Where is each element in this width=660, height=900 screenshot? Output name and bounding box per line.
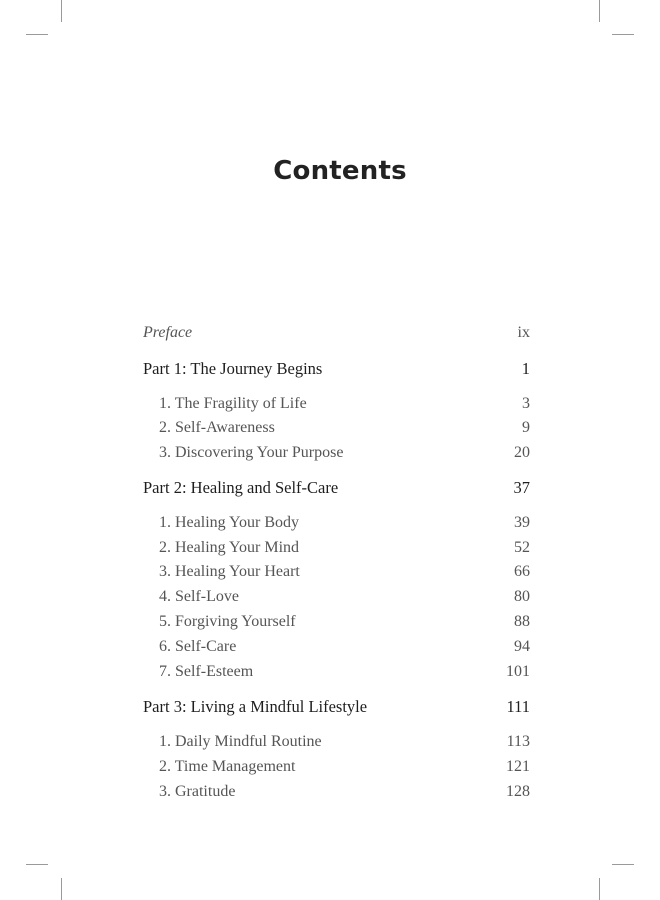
crop-mark-top-right-vertical	[599, 0, 600, 22]
toc-chapter-page: 128	[506, 782, 530, 800]
toc-chapter-page: 101	[506, 662, 530, 680]
toc-chapter-page: 113	[506, 733, 530, 751]
toc-chapter-entry	[143, 392, 530, 417]
toc-chapter-page: 20	[514, 444, 530, 462]
page-title: Contents	[273, 156, 407, 186]
toc-chapter-page: 9	[522, 419, 530, 437]
toc-entry-label: Preface	[143, 324, 193, 341]
toc-chapter-page: 39	[514, 513, 530, 531]
toc-chapter-label: 3. Discovering Your Purpose	[159, 444, 344, 462]
toc-chapter-page: 66	[514, 563, 530, 581]
toc-chapter-entry	[143, 755, 530, 780]
toc-chapter-entry	[143, 610, 530, 635]
toc-chapter-page: 121	[506, 757, 530, 775]
toc-part-1-entry	[143, 357, 530, 382]
toc-part-3-entry	[143, 695, 530, 720]
crop-mark-top-left-vertical	[61, 0, 62, 22]
toc-chapter-label: 5. Forgiving Yourself	[159, 612, 296, 630]
toc-preface-entry	[143, 321, 530, 346]
toc-chapter-entry	[143, 511, 530, 536]
toc-chapter-label: 3. Healing Your Heart	[159, 563, 300, 581]
toc-part-label: Part 3: Living a Mindful Lifestyle	[143, 697, 368, 717]
toc-part-label: Part 1: The Journey Begins	[143, 358, 323, 378]
toc-chapter-label: 1. Daily Mindful Routine	[159, 733, 322, 751]
crop-mark-bottom-left-vertical	[61, 878, 62, 900]
toc-part-page: 111	[506, 697, 530, 717]
toc-chapter-entry	[143, 660, 530, 685]
toc-chapter-label: 2. Time Management	[159, 757, 296, 775]
crop-mark-bottom-right-horizontal	[612, 864, 634, 865]
toc-chapter-label: 2. Healing Your Mind	[159, 538, 300, 556]
toc-chapter-label: 3. Gratitude	[159, 782, 236, 800]
toc-chapter-entry	[143, 585, 530, 610]
toc-chapter-entry	[143, 416, 530, 441]
crop-mark-bottom-left-horizontal	[26, 864, 48, 865]
toc-chapter-entry	[143, 780, 530, 805]
toc-chapter-entry	[143, 536, 530, 561]
toc-chapter-label: 4. Self-Love	[159, 588, 239, 606]
toc-chapter-page: 94	[514, 637, 530, 655]
toc-chapter-page: 52	[514, 538, 530, 556]
toc-chapter-entry	[143, 635, 530, 660]
toc-chapter-entry	[143, 560, 530, 585]
toc-part-page: 37	[513, 477, 530, 497]
crop-mark-top-left-horizontal	[26, 34, 48, 35]
toc-chapter-page: 3	[522, 394, 530, 412]
toc-chapter-label: 6. Self-Care	[159, 637, 237, 655]
toc-chapter-label: 1. The Fragility of Life	[159, 394, 307, 412]
toc-chapter-label: 1. Healing Your Body	[159, 513, 300, 531]
toc-chapter-entry	[143, 441, 530, 466]
table-of-contents	[143, 321, 530, 805]
toc-chapter-label: 7. Self-Esteem	[159, 662, 254, 680]
toc-chapter-entry	[143, 730, 530, 755]
crop-mark-bottom-right-vertical	[599, 878, 600, 900]
toc-chapter-page: 80	[514, 588, 530, 606]
toc-part-page: 1	[521, 358, 530, 378]
toc-part-label: Part 2: Healing and Self-Care	[143, 477, 339, 497]
toc-chapter-label: 2. Self-Awareness	[159, 419, 275, 437]
toc-part-2-entry	[143, 476, 530, 501]
toc-chapter-page: 88	[514, 612, 530, 630]
crop-mark-top-right-horizontal	[612, 34, 634, 35]
toc-entry-page: ix	[517, 324, 530, 341]
